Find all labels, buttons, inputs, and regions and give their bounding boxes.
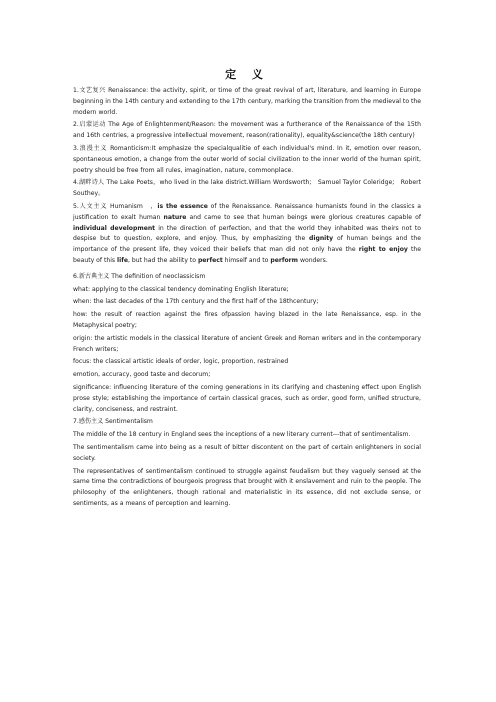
entry-number: 4.	[73, 179, 79, 187]
neoclassicism-line: how: the result of reaction against the fires ofpassion having blazed in the late Renaissance, esp. in the Metaphysical poetry;	[73, 311, 421, 329]
entry-number: 6.	[73, 272, 79, 280]
entry-text: Humanism ，	[107, 202, 158, 210]
entry-heading: Sentimentalism	[103, 418, 153, 426]
entry-text: and came to see that human beings were glorious creatures capable of	[186, 213, 421, 221]
entry-text: , but had the ability to	[127, 256, 198, 264]
entry-chinese-term: 人文主义	[78, 202, 108, 210]
entry-text: the beauty of this	[73, 246, 421, 264]
emphasis: individual development	[73, 224, 156, 232]
entry-lake-poets	[73, 178, 421, 200]
entry-text: of the Renaissance. Renaissance humanists found in the classics a justification to exalt human	[73, 202, 422, 221]
entry-text: Romanticism:It emphasize the specialqualitie of each individual's mind. In it, emotion over reason, spontaneous emotion, a change from the outer world of social civilization to the inner world of the human spirit, poetry should be free from all rules, imagination, nature, commonplace.	[73, 144, 422, 174]
entry-romanticism	[73, 144, 421, 176]
neoclassicism-line: origin: the artistic models in the classical literature of ancient Greek and Roman writers and in the contemporary French writers;	[73, 334, 421, 353]
emphasis: life	[117, 256, 128, 264]
neoclassicism-line: when: the last decades of the 17th century and the first half of the 18thcentury;	[73, 298, 319, 306]
entry-chinese-term: 浪漫主义	[78, 144, 108, 152]
entry-number: 2.	[73, 121, 79, 129]
emphasis: perform	[270, 256, 299, 264]
entry-chinese-term: 湖畔诗人	[78, 179, 105, 187]
emphasis: dignity	[309, 235, 334, 243]
sentimentalism-paragraph: The representatives of sentimentalism continued to struggle against feudalism but they vaguely sensed at the same time the contradictions of bourgeois progress that brought with it enslavement and ruin to the people. The philosophy of the enlighteners, though rational and materialistic in its essence, did not exclude sense, or sentiments, as a means of perception and learning.	[73, 467, 421, 507]
entry-humanism	[73, 202, 421, 267]
sentimentalism-paragraph: The sentimentalism came into being as a result of bitter discontent on the part of certain enlighteners in social society.	[73, 443, 421, 462]
neoclassicism-line: what: applying to the classical tendency dominating English literature;	[73, 285, 289, 293]
entry-number: 1.	[73, 87, 79, 94]
entry-chinese-term: 启蒙运动	[78, 121, 106, 129]
entry-number: 3.	[73, 144, 79, 152]
sentimentalism-paragraph: The middle of the 18 century in England sees the inceptions of a new literary current---that of sentimentalism.	[73, 431, 411, 439]
page-title: 定 义	[225, 68, 269, 81]
entry-text: in the direction of perfection, and that the world they inhabited was theirs not to despise but to question, explore, and enjoy. Thus, by emphasizing the	[73, 224, 421, 243]
emphasis: right to enjoy	[358, 246, 408, 254]
entry-chinese-term: 新古典主义	[78, 272, 110, 280]
neoclassicism-line: significance: influencing literature of the coming generations in its clarifying and chastening effect upon English prose style; establishing the importance of certain classical graces, such as order, good form, unified structure, clarity, conciseness, and restraint.	[73, 383, 421, 413]
entry-chinese-term: 文艺复兴	[78, 87, 106, 94]
entry-neoclassicism-heading	[73, 272, 421, 283]
entry-text: himself and to	[222, 256, 271, 264]
entry-text: The Age of Enlightenment/Reason: the movement was a furtherance of the Renaissance of the 15th and 16th centries, a progressive intellectual movement, reason(rationality), equality&science(the 18th century)	[73, 121, 421, 140]
entry-sentimentalism-heading	[73, 417, 421, 428]
entry-heading: The definition of neoclassicism	[109, 272, 206, 280]
emphasis: is the essence	[157, 202, 208, 210]
document-body	[73, 86, 421, 512]
neoclassicism-line: focus: the classical artistic ideals of order, logic, proportion, restrained	[73, 358, 289, 366]
entry-text: Renaissance: the activity, spirit, or time of the great revival of art, literature, and learning in Europe beginning in the 14th century and extending to the 17th century, marking the transition from the medieval to the modern world.	[73, 87, 421, 116]
entry-number: 7.	[73, 418, 79, 426]
emphasis: nature	[163, 213, 187, 221]
entry-renaissance	[73, 86, 421, 118]
entry-text: of human beings and the importance of the present life, they voiced their beliefs that man did not only have the	[73, 235, 421, 254]
emphasis: perfect	[197, 256, 223, 264]
entry-number: 5.	[73, 202, 79, 210]
entry-text: The Lake Poets，who lived in the lake district.William Wordsworth; Samuel Taylor Coleridge; Robert Southey。	[73, 179, 421, 198]
entry-text: wonders.	[298, 256, 328, 264]
entry-chinese-term: 感伤主义	[78, 418, 104, 426]
entry-enlightenment	[73, 120, 421, 142]
neoclassicism-line: emotion, accuracy, good taste and decorum;	[73, 371, 211, 379]
